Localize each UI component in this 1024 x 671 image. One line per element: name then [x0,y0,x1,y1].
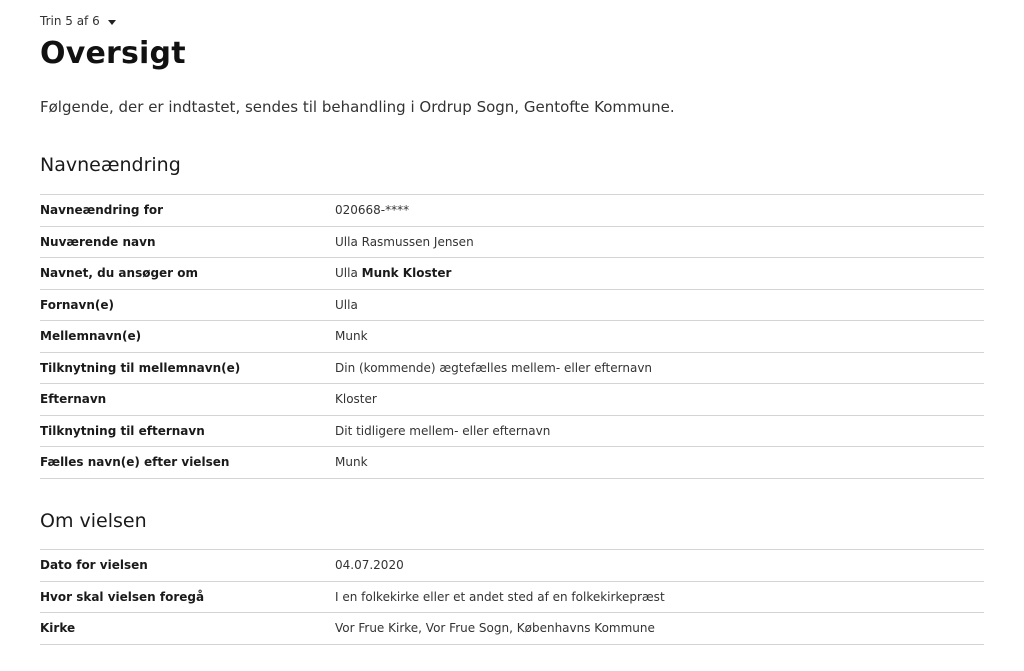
table-row [40,226,984,258]
summary-table-navneaendring [40,194,984,479]
table-row [40,550,984,582]
step-indicator-dropdown[interactable] [40,14,116,28]
value-plain: Ulla [335,266,362,281]
row-value: 04.07.2020 [335,550,984,582]
row-label: Dato for vielsen [40,550,335,582]
table-row [40,581,984,613]
row-value: I en folkekirke eller et andet sted af en folkekirkepræst [335,581,984,613]
table-row [40,195,984,227]
table-row [40,321,984,353]
table-row [40,447,984,479]
caret-down-icon [108,20,116,25]
row-label: Fælles navn(e) efter vielsen [40,447,335,479]
table-row [40,258,984,290]
row-value: Din (kommende) ægtefælles mellem- eller efternavn [335,352,984,384]
row-value: Dit tidligere mellem- eller efternavn [335,415,984,447]
row-value: Ulla [335,289,984,321]
value-bold: Munk Kloster [361,266,452,281]
step-label: Trin 5 af 6 [40,14,100,28]
section-title-navneaendring: Navneændring [40,154,181,176]
summary-table-om-vielsen [40,549,984,645]
row-value: Kloster [335,384,984,416]
row-label: Navnet, du ansøger om [40,258,335,290]
row-label: Kirke [40,613,335,645]
row-value: 020668-**** [335,195,984,227]
row-label: Fornavn(e) [40,289,335,321]
row-label: Efternavn [40,384,335,416]
table-row [40,352,984,384]
row-label: Tilknytning til mellemnavn(e) [40,352,335,384]
row-value [335,258,984,290]
row-label: Mellemnavn(e) [40,321,335,353]
table-row [40,613,984,645]
row-label: Hvor skal vielsen foregå [40,581,335,613]
table-row [40,415,984,447]
table-row [40,384,984,416]
intro-text: Følgende, der er indtastet, sendes til behandling i Ordrup Sogn, Gentofte Kommune. [40,98,675,116]
row-value: Vor Frue Kirke, Vor Frue Sogn, Københavns Kommune [335,613,984,645]
row-label: Nuværende navn [40,226,335,258]
section-title-om-vielsen: Om vielsen [40,510,147,532]
row-value: Munk [335,447,984,479]
page-title: Oversigt [40,36,186,71]
table-row [40,289,984,321]
row-value: Ulla Rasmussen Jensen [335,226,984,258]
row-label: Navneændring for [40,195,335,227]
row-value: Munk [335,321,984,353]
row-label: Tilknytning til efternavn [40,415,335,447]
